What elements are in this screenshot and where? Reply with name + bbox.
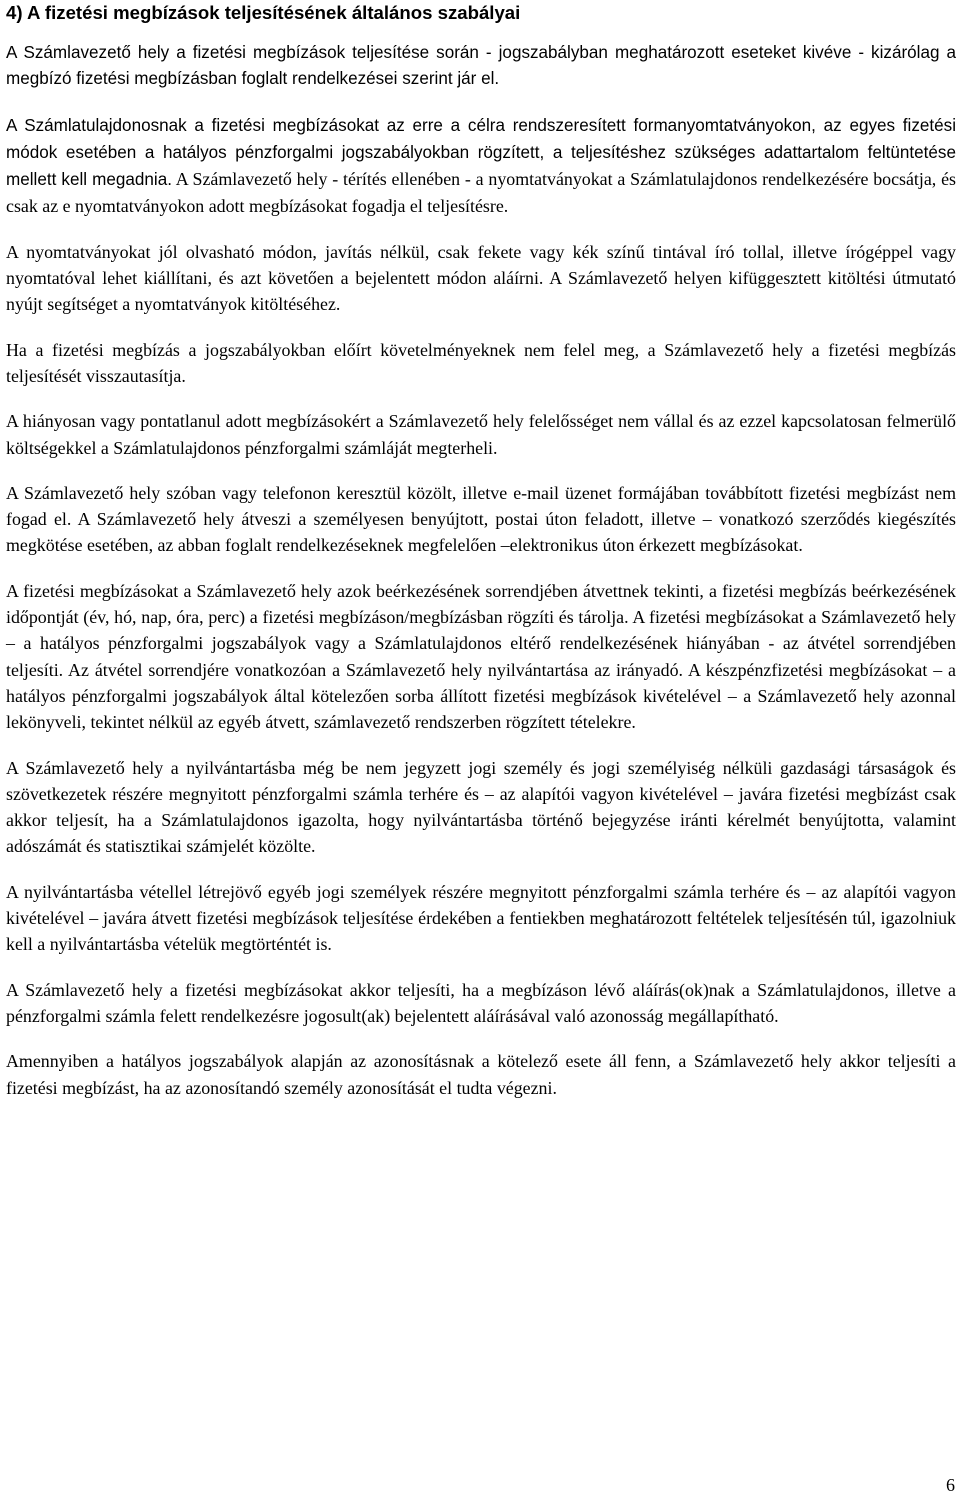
- document-page: [6, 0, 956, 1101]
- paragraph-4: Ha a fizetési megbízás a jogszabályokban előírt követelményeknek nem felel meg, a Számlavezető hely a fizetési megbízás teljesítését visszautasítja.: [6, 339, 956, 386]
- paragraph-2-part-b: A Számlavezető hely - térítés ellenében - a nyomtatványokat a Számlatulajdonos rendelkezésére bocsátja, és csak az e nyomtatványokon adott megbízásokat fogadja el teljesítésre.: [6, 169, 956, 217]
- paragraph-11: Amennyiben a hatályos jogszabályok alapján az azonosításnak a kötelező esete áll fenn, a Számlavezető hely akkor teljesíti a fizetési megbízást, ha az azonosítandó személy azonosítását el tudta végezni.: [6, 1051, 956, 1098]
- paragraph-1: A Számlavezető hely a fizetési megbízások teljesítése során - jogszabályban meghatározott eseteket kivéve - kizárólag a megbízó fizetési megbízásban foglalt rendelkezései szerint jár el.: [6, 43, 956, 89]
- page-number: 6: [946, 1475, 955, 1495]
- paragraph-5: A hiányosan vagy pontatlanul adott megbízásokért a Számlavezető hely felelősséget nem vállal és az ezzel kapcsolatosan felmerülő költségekkel a Számlatulajdonos pénzforgalmi számláját megterheli.: [6, 411, 956, 458]
- paragraph-8: A Számlavezető hely a nyilvántartásba még be nem jegyzett jogi személy és jogi személyiség nélküli gazdasági társaságok és szövetkezetek részére megnyitott pénzforgalmi számla terhére és – az alapítói vagyon kivételével – javára fizetési megbízást csak akkor teljesít, ha a Számlatulajdonos igazolta, hogy nyilvántartásba történő bejegyzése iránti kérelmét benyújtotta, valamint adószámát és statisztikai számjelét közölte.: [6, 757, 956, 857]
- paragraph-2: [6, 112, 956, 220]
- paragraph-6: A Számlavezető hely szóban vagy telefonon keresztül közölt, illetve e-mail üzenet formájában továbbított fizetési megbízást nem fogad el. A Számlavezető hely átveszi a személyesen benyújtott, postai úton feladott, illetve – vonatkozó szerződés kiegészítés megkötése esetében, az abban foglalt rendelkezéseknek megfelelően –elektronikus úton érkezett megbízásokat.: [6, 482, 956, 556]
- section-heading: 4) A fizetési megbízások teljesítésének általános szabályai: [6, 2, 521, 23]
- paragraph-7: A fizetési megbízásokat a Számlavezető hely azok beérkezésének sorrendjében átvettnek tekinti, a fizetési megbízás beérkezésének időpontját (év, hó, nap, óra, perc) a fizetési megbízáson/megbízásban rögzíti és tárolja. A fizetési megbízásokat a Számlavezető hely – a hatályos pénzforgalmi jogszabályok vagy a Számlatulajdonos eltérő rendelkezésének hiányában - az átvétel sorrendjében teljesíti. Az átvétel sorrendjére vonatkozóan a Számlavezető hely nyilvántartása az irányadó. A készpénzfizetési megbízásokat – a hatályos pénzforgalmi jogszabályok által kötelezően sorba állított fizetési megbízások kivételével – a Számlavezető hely azonnal lekönyveli, tekintet nélkül az egyéb átvett, számlavezető rendszerben rögzített tételekre.: [6, 580, 956, 733]
- paragraph-9: A nyilvántartásba vétellel létrejövő egyéb jogi személyek részére megnyitott pénzforgalmi számla terhére és – az alapítói vagyon kivételével – javára átvett fizetési megbízások teljesítése érdekében a fentiekben meghatározott feltételek teljesítésén túl, igazolniuk kell a nyilvántartásba vételük megtörténtét is.: [6, 881, 956, 955]
- paragraph-3: A nyomtatványokat jól olvasható módon, javítás nélkül, csak fekete vagy kék színű tintával író tollal, illetve írógéppel vagy nyomtatóval lehet kiállítani, és azt követően a bejelentett módon aláírni. A Számlavezető helyen kifüggesztett kitöltési útmutató nyújt segítséget a nyomtatványok kitöltéséhez.: [6, 241, 956, 315]
- paragraph-10: A Számlavezető hely a fizetési megbízásokat akkor teljesíti, ha a megbízáson lévő aláírás(ok)nak a Számlatulajdonos, illetve a pénzforgalmi számla felett rendelkezésre jogosult(ak) bejelentett aláírásával való azonosság megállapítható.: [6, 979, 956, 1026]
- paragraph-2-part-a: A Számlatulajdonosnak a fizetési megbízásokat az erre a célra rendszeresített formanyomtatványokon, az egyes fizetési módok esetében a hatályos pénzforgalmi jogszabályokban rögzített, a teljesítéshez szükséges adattartalom feltüntetése mellett kell megadnia.: [6, 115, 956, 190]
